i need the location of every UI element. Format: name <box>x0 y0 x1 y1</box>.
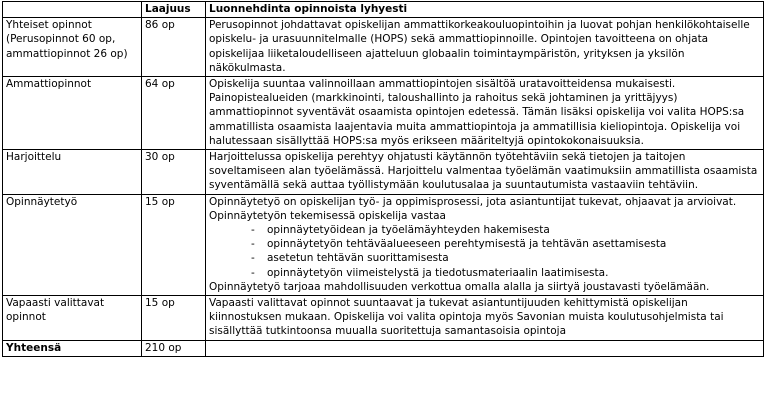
header-scope: Laajuus <box>142 2 206 18</box>
thesis-tasks-heading: Opinnäytetyön tekemisessä opiskelija vastaa <box>209 209 446 222</box>
table-row <box>3 18 764 77</box>
row-name-professional-studies: Ammattiopinnot <box>3 77 142 150</box>
list-item: - opinnäytetyön tehtäväalueeseen perehtymisestä ja tehtävän asettamisesta <box>251 237 761 251</box>
row-scope-common-studies: 86 op <box>142 18 206 77</box>
row-description-professional-studies: Opiskelija suuntaa valinnoillaan ammattiopintojen sisältöä uratavoitteidensa mukaisesti. Painopistealueiden (markkinointi, taloushallinto ja rahoitus sekä johtaminen ja yrittäjyys) ammattiopinnot syventävät osaamista opintojen edetessä. Tämän lisäksi opiskelija voi valita HOPS:sa ammatillista osaamista laajentavia muita ammattiopintoja ja ammatillisia kieliopintoja. Opiskelija voi halutessaan sisällyttää HOPS:sa myös erikseen määriteltyjä opintokokonaisuuksia. <box>206 77 764 150</box>
header-name <box>3 2 142 18</box>
total-row <box>3 340 764 356</box>
list-item: - asetetun tehtävän suorittamisesta <box>251 251 761 265</box>
thesis-outro: Opinnäytetyö tarjoaa mahdollisuuden verkottua omalla alalla ja siirtyä joustavasti työelämään. <box>209 280 710 293</box>
row-scope-elective-studies: 15 op <box>142 296 206 341</box>
thesis-intro: Opinnäytetyö on opiskelijan työ- ja oppimisprosessi, jota asiantuntijat tukevat, ohjaavat ja arvioivat. <box>209 195 737 208</box>
row-description-elective-studies: Vapaasti valittavat opinnot suuntaavat ja tukevat asiantuntijuuden kehittymistä opiskelijan kiinnostuksen mukaan. Opiskelija voi valita opintoja myös Savonian muista koulutusohjelmista tai sisällyttää tutkintoonsa muualla suoritettuja samantasoisia opintoja <box>206 296 764 341</box>
row-description-internship: Harjoittelussa opiskelija perehtyy ohjatusti käytännön työtehtäviin sekä tietojen ja taitojen soveltamiseen alan työelämässä. Harjoittelu valmentaa työelämän vaatimuksiin ammatillista osaamista syventämällä sekä auttaa työllistymään koulutusalaa ja suuntautumista vastaaviin tehtäviin. <box>206 150 764 195</box>
row-name-thesis: Opinnäytetyö <box>3 194 142 295</box>
row-scope-thesis: 15 op <box>142 194 206 295</box>
list-item: - opinnäytetyöidean ja työelämäyhteyden hakemisesta <box>251 223 761 237</box>
row-scope-professional-studies: 64 op <box>142 77 206 150</box>
table-row <box>3 194 764 295</box>
row-name-elective-studies: Vapaasti valittavat opinnot <box>3 296 142 341</box>
table-row <box>3 150 764 195</box>
table-row <box>3 77 764 150</box>
table-header <box>3 2 764 18</box>
row-name-internship: Harjoittelu <box>3 150 142 195</box>
row-scope-internship: 30 op <box>142 150 206 195</box>
header-row <box>3 2 764 18</box>
total-label: Yhteensä <box>3 340 142 356</box>
list-item: - opinnäytetyön viimeistelystä ja tiedotusmateriaalin laatimisesta. <box>251 266 761 280</box>
table-body <box>3 18 764 357</box>
total-description <box>206 340 764 356</box>
curriculum-table <box>2 1 764 357</box>
table-row <box>3 296 764 341</box>
total-scope: 210 op <box>142 340 206 356</box>
thesis-task-list <box>209 223 761 280</box>
row-name-common-studies: Yhteiset opinnot (Perusopinnot 60 op, ammattiopinnot 26 op) <box>3 18 142 77</box>
row-description-thesis <box>206 194 764 295</box>
header-description: Luonnehdinta opinnoista lyhyesti <box>206 2 764 18</box>
row-description-common-studies: Perusopinnot johdattavat opiskelijan ammattikorkeakouluopintoihin ja luovat pohjan henkilökohtaiselle opiskelu- ja urasuunnitelmalle (HOPS) sekä ammattiopinnoille. Opintojen tavoitteena on ohjata opiskelijaa liiketaloudelliseen ajatteluun globaalin toimintaympäristön, yrityksen ja yksilön näkökulmasta. <box>206 18 764 77</box>
